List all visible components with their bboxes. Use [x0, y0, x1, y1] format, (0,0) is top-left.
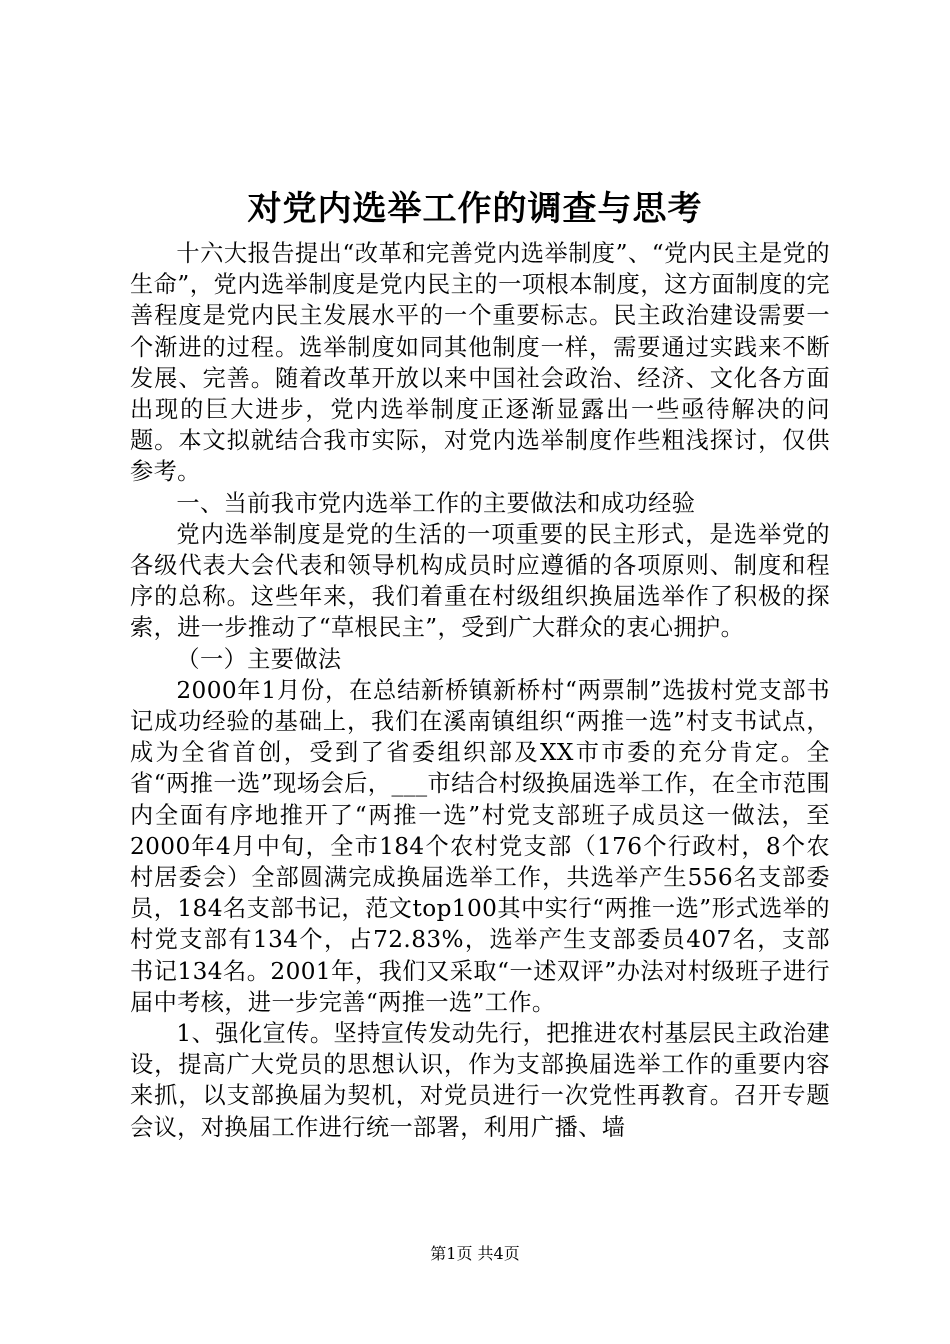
intro-paragraph: 十六大报告提出“改革和完善党内选举制度”、“党内民主是党的生命”，党内选举制度是党内民主的一项根本制度，这方面制度的完善程度是党内民主发展水平的一个重要标志。民主政治建设需要一个渐进的过程。选举制度如同其他制度一样，需要通过实践来不断发展、完善。随着改革开放以来中国社会政治、经济、文化各方面出现的巨大进步，党内选举制度正逐渐显露出一些亟待解决的问题。本文拟就结合我市实际，对党内选举制度作些粗浅探讨，仅供参考。 — [130, 240, 830, 486]
section-paragraph: 党内选举制度是党的生活的一项重要的民主形式，是选举党的各级代表大会代表和领导机构成员时应遵循的各项原则、制度和程序的总称。这些年来，我们着重在村级组织换届选举作了积极的探索，进一步推动了“草根民主”，受到广大群众的衷心拥护。 — [130, 520, 830, 642]
document-title: 对党内选举工作的调查与思考 — [247, 189, 703, 229]
practice-paragraph: 2000年1月份，在总结新桥镇新桥村“两票制”选拔村党支部书记成功经验的基础上，我们在溪南镇组织“两推一选”村支书试点，成为全省首创，受到了省委组织部及XX市市委的充分肯定。全省“两推一选”现场会后，___市结合村级换届选举工作，在全市范围内全面有序地推开了“两推一选”村党支部班子成员这一做法，至2000年4月中旬，全市184个农村党支部（176个行政村，8个农村居委会）全部圆满完成换届选举工作，共选举产生556名支部委员，184名支部书记，范文top100其中实行“两推一选”形式选举的村党支部有134个，占72.83%，选举产生支部委员407名，支部书记134名。2001年，我们又采取“一述双评”办法对村级班子进行届中考核，进一步完善“两推一选”工作。 — [130, 676, 830, 1016]
page-footer: 第1页 共4页 — [430, 1244, 520, 1263]
section-heading: 一、当前我市党内选举工作的主要做法和成功经验 — [176, 489, 696, 517]
publicity-paragraph: 1、强化宣传。坚持宣传发动先行，把推进农村基层民主政治建设，提高广大党员的思想认识，作为支部换届选举工作的重要内容来抓，以支部换届为契机，对党员进行一次党性再教育。召开专题会议，对换届工作进行统一部署，利用广播、墙 — [130, 1020, 830, 1141]
document-body — [130, 238, 830, 1143]
subsection-heading: （一）主要做法 — [176, 645, 342, 673]
